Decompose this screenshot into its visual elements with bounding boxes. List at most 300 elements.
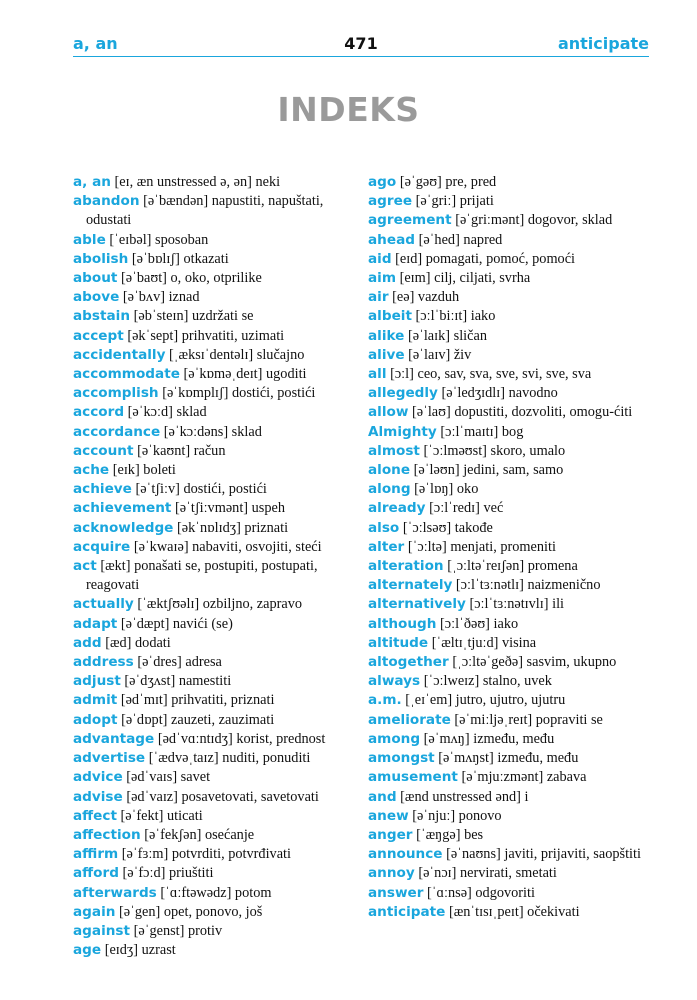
entry-translation: naizmenično: [527, 577, 601, 594]
entry-translation: ili: [552, 596, 565, 613]
index-entry: [368, 384, 650, 403]
entry-translation: živ: [453, 346, 472, 363]
entry-translation: priznati: [244, 519, 289, 536]
entry-translation: korist, prednost: [236, 730, 326, 747]
entry-pronunciation: [əˈdʒʌst]: [124, 673, 176, 690]
entry-headword: adapt: [73, 615, 118, 632]
entry-headword: afford: [73, 865, 119, 882]
entry-translation: račun: [193, 442, 226, 459]
entry-pronunciation: [əˈdɒpt]: [121, 711, 168, 728]
entry-headword: accommodate: [73, 366, 180, 383]
entry-translation: između, među: [473, 730, 555, 747]
entry-translation: namestiti: [178, 673, 232, 690]
entry-pronunciation: [əˈkwaɪə]: [133, 538, 189, 555]
entry-translation: zauzeti, zauzimati: [171, 711, 275, 728]
entry-headword: all: [368, 366, 387, 383]
entry-pronunciation: [əˈfekt]: [120, 807, 164, 824]
index-entry: [368, 327, 650, 346]
index-entry: [73, 788, 353, 807]
index-entry: [73, 941, 353, 960]
entry-headword: anticipate: [368, 903, 446, 920]
entry-translation: jedini, sam, samo: [463, 462, 564, 479]
entry-pronunciation: [eɪk]: [112, 462, 140, 479]
entry-pronunciation: [ədˈvaɪz]: [126, 788, 178, 805]
entry-pronunciation: [əˈkɔːd]: [127, 404, 173, 421]
entry-translation: između, među: [497, 750, 579, 767]
index-entry: [73, 730, 353, 749]
entry-headword: altogether: [368, 654, 449, 671]
entry-translation: prihvatiti, uzimati: [181, 327, 285, 344]
entry-pronunciation: [əkˈsept]: [127, 327, 179, 344]
index-entry: [368, 365, 650, 384]
entry-headword: always: [368, 673, 421, 690]
index-entry: [73, 480, 353, 499]
index-entry: [368, 231, 650, 250]
entry-pronunciation: [əˈgriːmənt]: [455, 212, 525, 229]
entry-translation: uzdržati se: [191, 308, 254, 325]
entry-pronunciation: [ˌɔːltəˈreɪʃən]: [447, 558, 525, 575]
header-first-word: a, an: [73, 34, 118, 53]
entry-translation: sklad: [176, 404, 207, 421]
entry-pronunciation: [ænˈtɪsɪˌpeɪt]: [448, 903, 524, 920]
entry-pronunciation: [ɔːlˈmaɪtɪ]: [440, 423, 499, 440]
entry-translation: bes: [464, 826, 484, 843]
index-entry: [73, 384, 353, 403]
index-entry: [73, 538, 353, 557]
entry-translation: navići (se): [172, 615, 233, 632]
entry-translation: iako: [470, 308, 496, 325]
entry-headword: affirm: [73, 846, 119, 863]
entry-pronunciation: [eɪd]: [395, 250, 423, 267]
entry-headword: adopt: [73, 711, 118, 728]
entry-pronunciation: [əˈledʒɪdlɪ]: [441, 385, 506, 402]
entry-translation: menjati, promeniti: [450, 538, 556, 555]
entry-translation: visina: [502, 634, 537, 651]
entry-pronunciation: [əˈfɔːd]: [122, 865, 166, 882]
index-entry: [368, 269, 650, 288]
entry-pronunciation: [əˈdæpt]: [120, 615, 170, 632]
entry-translation: dogovor, sklad: [527, 212, 613, 229]
index-entry: [368, 288, 650, 307]
entry-pronunciation: [ɔːlˈbiːɪt]: [415, 308, 468, 325]
entry-pronunciation: [əˈmʌŋst]: [438, 750, 494, 767]
entry-translation: zabava: [546, 769, 587, 786]
entry-pronunciation: [ˌɔːltəˈgeðə]: [452, 654, 523, 671]
entry-translation: sasvim, ukupno: [526, 654, 617, 671]
left-column: [73, 173, 353, 960]
entry-pronunciation: [əˈfekʃən]: [144, 826, 202, 843]
index-entry: [73, 423, 353, 442]
entry-headword: advice: [73, 769, 123, 786]
entry-headword: accept: [73, 327, 124, 344]
entry-pronunciation: [ɔːl]: [390, 366, 414, 383]
entry-headword: age: [73, 942, 102, 959]
entry-pronunciation: [eə]: [392, 289, 415, 306]
header-rule: [73, 56, 649, 57]
entry-headword: affection: [73, 826, 141, 843]
entry-translation: takođe: [454, 519, 493, 536]
entry-pronunciation: [ˈɑːftəwədz]: [160, 884, 232, 901]
index-entry: [368, 346, 650, 365]
entry-translation: ceo, sav, sva, sve, svi, sve, sva: [417, 366, 592, 383]
entry-headword: accomplish: [73, 385, 159, 402]
entry-translation: nuditi, ponuditi: [222, 750, 311, 767]
entry-headword: alteration: [368, 558, 444, 575]
index-entry: [368, 499, 650, 518]
entry-pronunciation: [ˈæltɪˌtjuːd]: [431, 634, 499, 651]
header-last-word: anticipate: [557, 34, 649, 53]
entry-translation: potom: [234, 884, 272, 901]
entry-headword: affect: [73, 807, 117, 824]
index-entry: [368, 461, 650, 480]
entry-translation: ponašati se, postupiti, postupati, reagovati: [86, 558, 318, 594]
entry-translation: sposoban: [155, 231, 209, 248]
entry-headword: allow: [368, 404, 409, 421]
entry-pronunciation: [əˈmʌŋ]: [423, 730, 470, 747]
entry-headword: alike: [368, 327, 405, 344]
entry-headword: altitude: [368, 634, 429, 651]
entry-translation: prihvatiti, priznati: [171, 692, 275, 709]
entry-pronunciation: [ɔːlˈtɜːnətɪvlɪ]: [469, 596, 549, 613]
entry-headword: a, an: [73, 174, 111, 190]
entry-headword: a.m.: [368, 692, 402, 709]
index-entry: [73, 864, 353, 883]
entry-headword: accord: [73, 404, 125, 421]
index-entry: [73, 307, 353, 326]
entry-translation: slučajno: [256, 346, 305, 363]
index-entry: [73, 519, 353, 538]
index-entry: [368, 788, 650, 807]
entry-headword: aim: [368, 270, 396, 287]
entry-pronunciation: [əˈgəʊ]: [399, 174, 442, 190]
entry-pronunciation: [əˈkɒməˌdeɪt]: [183, 366, 263, 383]
entry-headword: albeit: [368, 308, 412, 325]
entry-headword: abstain: [73, 308, 131, 325]
entry-pronunciation: [əˈmiːljəˌreɪt]: [454, 711, 533, 728]
entry-headword: almost: [368, 442, 420, 459]
entry-translation: jutro, ujutro, ujutru: [455, 692, 566, 709]
index-entry: [368, 307, 650, 326]
index-entry: [73, 615, 353, 634]
index-entry: [73, 231, 353, 250]
entry-translation: pre, pred: [445, 174, 497, 190]
index-entry: [73, 346, 353, 365]
index-entry: [73, 461, 353, 480]
entry-headword: against: [73, 922, 131, 939]
entry-translation: adresa: [185, 654, 222, 671]
entry-headword: admit: [73, 692, 118, 709]
entry-headword: ago: [368, 174, 397, 190]
index-entry: [73, 903, 353, 922]
entry-pronunciation: [əˈtʃiːvmənt]: [175, 500, 249, 517]
entry-pronunciation: [ˌæksɪˈdentəlɪ]: [169, 346, 254, 363]
entry-headword: about: [73, 270, 118, 287]
entry-headword: anew: [368, 807, 409, 824]
entry-translation: ozbiljno, zapravo: [202, 596, 303, 613]
index-entry: [368, 864, 650, 883]
entry-translation: otkazati: [183, 250, 229, 267]
entry-headword: act: [73, 558, 97, 575]
entry-translation: boleti: [143, 462, 176, 479]
index-entry: [368, 884, 650, 903]
index-entry: [368, 711, 650, 730]
entry-headword: alternatively: [368, 596, 466, 613]
entry-translation: savet: [180, 769, 211, 786]
entry-headword: advertise: [73, 750, 146, 767]
entry-headword: actually: [73, 596, 134, 613]
entry-headword: answer: [368, 884, 424, 901]
entry-pronunciation: [əˈdres]: [137, 654, 182, 671]
page-number: 471: [344, 34, 378, 53]
entry-headword: add: [73, 634, 102, 651]
entry-headword: along: [368, 481, 411, 498]
entry-headword: achieve: [73, 481, 132, 498]
entry-headword: also: [368, 519, 400, 536]
entry-pronunciation: [əˈlaɪv]: [408, 346, 451, 363]
index-entry: [73, 327, 353, 346]
entry-pronunciation: [əˈlɒŋ]: [414, 481, 454, 498]
index-entry: [73, 768, 353, 787]
index-entry: [73, 269, 353, 288]
index-entry: [368, 768, 650, 787]
entry-headword: alive: [368, 346, 405, 363]
index-entry: [368, 807, 650, 826]
entry-translation: oko: [456, 481, 479, 498]
entry-translation: o, oko, otprilike: [170, 270, 262, 287]
index-entry: [368, 903, 650, 922]
entry-translation: dostići, postići: [232, 385, 316, 402]
index-entry: [73, 711, 353, 730]
index-entry: [73, 595, 353, 614]
index-entry: [368, 615, 650, 634]
entry-headword: able: [73, 231, 106, 248]
entry-headword: abolish: [73, 250, 129, 267]
entry-translation: skoro, umalo: [490, 442, 566, 459]
entry-pronunciation: [ədˈvaɪs]: [126, 769, 178, 786]
index-entry: [368, 538, 650, 557]
entry-pronunciation: [ədˈvɑːntɪdʒ]: [157, 730, 233, 747]
index-entry: [368, 250, 650, 269]
entry-translation: stalno, uvek: [482, 673, 552, 690]
index-entry: [368, 519, 650, 538]
entry-translation: osećanje: [204, 826, 255, 843]
index-entry: [368, 173, 650, 192]
entry-translation: očekivati: [527, 903, 580, 920]
entry-translation: uzrast: [141, 942, 176, 959]
index-entry: [73, 250, 353, 269]
entry-headword: achievement: [73, 500, 172, 517]
entry-pronunciation: [əˈgen]: [119, 903, 161, 920]
entry-pronunciation: [ɔːlˈtɜːnətlɪ]: [455, 577, 524, 594]
entry-translation: sličan: [453, 327, 487, 344]
entry-translation: ponovo: [458, 807, 502, 824]
entry-translation: napred: [463, 231, 503, 248]
entry-headword: and: [368, 788, 397, 805]
entry-headword: address: [73, 654, 134, 671]
entry-headword: again: [73, 903, 116, 920]
entry-translation: navodno: [508, 385, 558, 402]
index-entry: [73, 192, 353, 230]
entry-translation: pomagati, pomoć, pomoći: [425, 250, 576, 267]
entry-translation: cilj, ciljati, svrha: [434, 270, 531, 287]
running-header: [73, 28, 649, 58]
entry-pronunciation: [ˈɑːnsə]: [427, 884, 472, 901]
index-entry: [368, 423, 650, 442]
index-entry: [368, 730, 650, 749]
entry-translation: prijati: [459, 193, 494, 210]
entry-headword: aid: [368, 250, 392, 267]
entry-translation: iako: [493, 615, 519, 632]
index-entry: [73, 365, 353, 384]
entry-translation: nabaviti, osvojiti, steći: [192, 538, 322, 555]
entry-translation: popraviti se: [535, 711, 603, 728]
index-entry: [368, 211, 650, 230]
entry-headword: announce: [368, 846, 443, 863]
entry-translation: uticati: [166, 807, 203, 824]
index-entry: [73, 173, 353, 192]
index-entry: [368, 653, 650, 672]
entry-headword: Almighty: [368, 423, 437, 440]
entry-headword: accordance: [73, 423, 161, 440]
entry-translation: dostići, postići: [183, 481, 267, 498]
entry-headword: ahead: [368, 231, 415, 248]
entry-pronunciation: [ˈɔːlməʊst]: [423, 442, 487, 459]
entry-translation: vazduh: [417, 289, 460, 306]
index-entry: [73, 442, 353, 461]
index-entry: [73, 557, 353, 595]
index-entry: [73, 288, 353, 307]
entry-pronunciation: [ænd unstressed ənd]: [400, 788, 521, 805]
entry-pronunciation: [əˈgriː]: [415, 193, 457, 210]
right-column: [368, 173, 650, 922]
entry-translation: dodati: [135, 634, 171, 651]
entry-pronunciation: [əˈnjuː]: [412, 807, 456, 824]
index-entry: [368, 595, 650, 614]
entry-pronunciation: [əˈhed]: [418, 231, 460, 248]
entry-headword: among: [368, 730, 421, 747]
entry-headword: acquire: [73, 538, 131, 555]
entry-pronunciation: [əˈlaɪk]: [407, 327, 451, 344]
entry-headword: anger: [368, 826, 413, 843]
index-entry: [368, 576, 650, 595]
entry-headword: advise: [73, 788, 123, 805]
index-entry: [73, 634, 353, 653]
entry-pronunciation: [ɔːlˈðəʊ]: [440, 615, 490, 632]
entry-pronunciation: [ˌeɪˈem]: [405, 692, 453, 709]
entry-headword: ache: [73, 462, 110, 479]
page-title: INDEKS: [277, 90, 420, 129]
entry-pronunciation: [əˈgenst]: [133, 922, 185, 939]
entry-headword: agreement: [368, 212, 452, 229]
entry-headword: although: [368, 615, 437, 632]
entry-pronunciation: [əˈnɔɪ]: [418, 865, 457, 882]
index-entry: [73, 499, 353, 518]
entry-pronunciation: [əbˈsteɪn]: [133, 308, 189, 325]
index-entry: [368, 480, 650, 499]
entry-translation: uspeh: [251, 500, 285, 517]
entry-translation: i: [524, 788, 529, 805]
entry-headword: alone: [368, 462, 411, 479]
entry-headword: air: [368, 289, 389, 306]
index-entry: [73, 672, 353, 691]
entry-pronunciation: [eɪm]: [399, 270, 431, 287]
entry-translation: već: [483, 500, 504, 517]
entry-headword: accidentally: [73, 346, 166, 363]
entry-pronunciation: [əˈtʃiːv]: [135, 481, 180, 498]
entry-pronunciation: [əˈləʊn]: [413, 462, 460, 479]
entry-headword: alternately: [368, 577, 453, 594]
index-entry: [73, 691, 353, 710]
entry-pronunciation: [ˈɔːltə]: [407, 538, 447, 555]
entry-pronunciation: [æd]: [105, 634, 132, 651]
entry-headword: adjust: [73, 673, 121, 690]
index-entry: [73, 749, 353, 768]
entry-translation: odgovoriti: [475, 884, 535, 901]
entry-headword: amongst: [368, 750, 435, 767]
index-entry: [368, 826, 650, 845]
index-entry: [368, 845, 650, 864]
entry-translation: iznad: [168, 289, 200, 306]
entry-headword: afterwards: [73, 884, 157, 901]
entry-pronunciation: [əˈnaʊns]: [446, 846, 501, 863]
entry-pronunciation: [əˈbɒlɪʃ]: [131, 250, 180, 267]
entry-pronunciation: [ækt]: [100, 558, 131, 575]
entry-pronunciation: [əˈbʌv]: [122, 289, 165, 306]
entry-headword: abandon: [73, 193, 140, 210]
entry-pronunciation: [əˈlaʊ]: [411, 404, 451, 421]
entry-headword: allegedly: [368, 385, 438, 402]
entry-translation: neki: [255, 174, 281, 190]
entry-headword: agree: [368, 193, 413, 210]
index-entry: [73, 807, 353, 826]
index-entry: [368, 634, 650, 653]
index-entry: [73, 845, 353, 864]
entry-translation: javiti, prijaviti, saopštiti: [504, 846, 641, 863]
entry-translation: bog: [501, 423, 524, 440]
entry-pronunciation: [ˈɔːlsəʊ]: [402, 519, 452, 536]
index-entry: [368, 403, 650, 422]
index-entry: [73, 884, 353, 903]
index-entry: [368, 557, 650, 576]
index-entry: [368, 672, 650, 691]
entry-pronunciation: [əˈkɒmplɪʃ]: [162, 385, 229, 402]
entry-translation: nervirati, smetati: [460, 865, 557, 882]
entry-pronunciation: [əˈbændən]: [143, 193, 209, 210]
entry-headword: amusement: [368, 769, 458, 786]
entry-pronunciation: [ˈædvəˌtaɪz]: [148, 750, 219, 767]
entry-headword: annoy: [368, 865, 415, 882]
entry-pronunciation: [eɪ, æn unstressed ə, ən]: [114, 174, 252, 190]
entry-translation: priuštiti: [168, 865, 214, 882]
entry-pronunciation: [əˈbaʊt]: [121, 270, 167, 287]
entry-pronunciation: [əˈkaʊnt]: [137, 442, 191, 459]
entry-translation: protiv: [187, 922, 223, 939]
index-entry: [73, 403, 353, 422]
entry-pronunciation: [ˈɔːlweɪz]: [423, 673, 480, 690]
entry-pronunciation: [əˈmjuːzmənt]: [461, 769, 544, 786]
entry-translation: napustiti, napuštati, odustati: [86, 193, 324, 229]
entry-pronunciation: [ˈæŋgə]: [416, 826, 461, 843]
entry-headword: ameliorate: [368, 711, 451, 728]
entry-headword: above: [73, 289, 120, 306]
entry-pronunciation: [ˈeɪbəl]: [109, 231, 152, 248]
entry-translation: potvrditi, potvrđivati: [171, 846, 291, 863]
entry-pronunciation: [ədˈmɪt]: [120, 692, 168, 709]
index-entry: [73, 922, 353, 941]
entry-headword: advantage: [73, 730, 155, 747]
entry-headword: account: [73, 442, 134, 459]
index-entry: [73, 826, 353, 845]
